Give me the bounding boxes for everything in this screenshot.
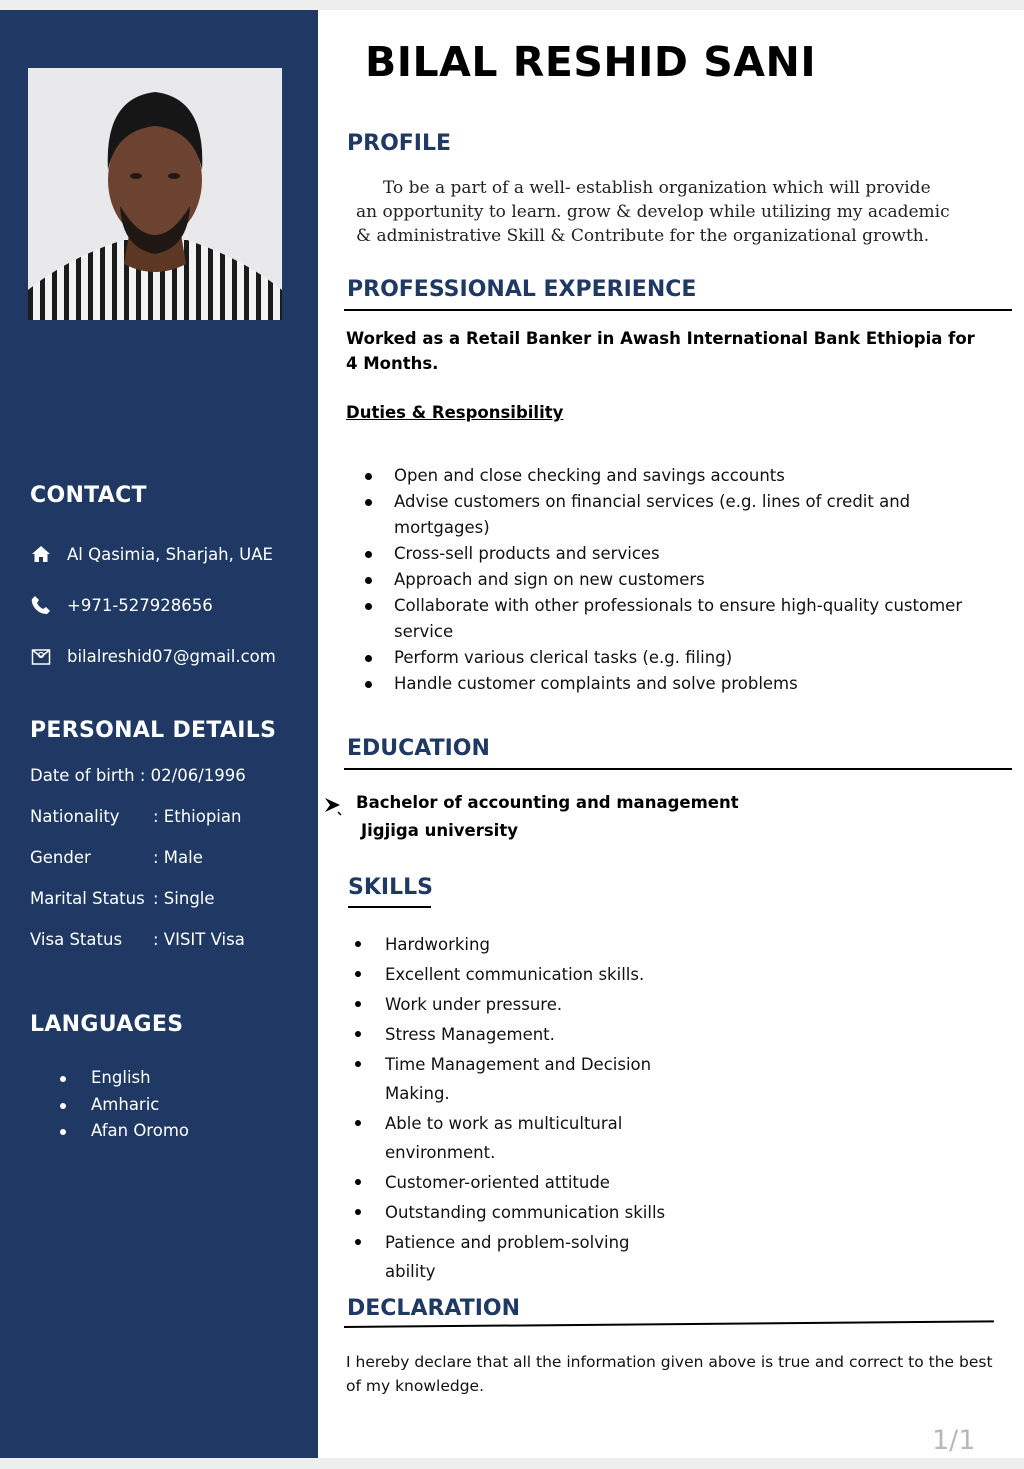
languages-list bbox=[60, 1065, 189, 1145]
job-role: Worked as a Retail Banker in Awash International Bank Ethiopia for 4 Months. bbox=[346, 329, 975, 373]
arrow-bullet-icon bbox=[324, 794, 342, 816]
dob-row bbox=[30, 766, 246, 785]
email-icon bbox=[30, 645, 52, 667]
skills-list bbox=[385, 930, 675, 1287]
duty-item: Handle customer complaints and solve problems bbox=[394, 671, 994, 697]
home-icon bbox=[30, 543, 52, 565]
language-item: English bbox=[60, 1065, 189, 1092]
dob-value: 02/06/1996 bbox=[150, 766, 246, 785]
languages-heading: LANGUAGES bbox=[30, 1012, 184, 1037]
visa-status-value: : VISIT Visa bbox=[153, 930, 245, 949]
contact-heading: CONTACT bbox=[30, 483, 147, 508]
candidate-name: BILAL RESHID SANI bbox=[365, 38, 817, 86]
marital-status-value: : Single bbox=[153, 889, 215, 908]
contact-email bbox=[30, 645, 276, 667]
skill-item: Outstanding communication skills bbox=[385, 1198, 675, 1227]
profile-photo bbox=[28, 68, 282, 320]
duty-item: Open and close checking and savings accounts bbox=[394, 463, 994, 489]
sidebar bbox=[0, 10, 318, 1458]
resume-page bbox=[0, 10, 1024, 1458]
email-text[interactable]: bilalreshid07@gmail.com bbox=[67, 646, 276, 666]
nationality-row bbox=[30, 807, 241, 826]
visa-status-label: Visa Status bbox=[30, 930, 123, 949]
duty-item: Perform various clerical tasks (e.g. filing) bbox=[394, 645, 994, 671]
education-divider bbox=[344, 768, 1012, 770]
duties-list bbox=[394, 463, 994, 697]
declaration-divider bbox=[344, 1320, 994, 1327]
skill-item: Patience and problem-solving ability bbox=[385, 1228, 675, 1286]
profile-heading: PROFILE bbox=[347, 131, 452, 156]
skills-underline bbox=[348, 906, 431, 908]
nationality-value: : Ethiopian bbox=[153, 807, 242, 826]
marital-status-label: Marital Status bbox=[30, 889, 145, 908]
degree-title: Bachelor of accounting and management bbox=[356, 793, 739, 812]
gender-row bbox=[30, 848, 203, 867]
skill-item: Hardworking bbox=[385, 930, 675, 959]
profile-text: To be a part of a well- establish organization which will provide an opportunity to learn. grow & develop while utilizing my academic & administrative Skill & Contribute for the organizational growth. bbox=[356, 178, 950, 246]
experience-divider bbox=[344, 309, 1012, 311]
address-text: Al Qasimia, Sharjah, UAE bbox=[67, 544, 273, 564]
education-heading: EDUCATION bbox=[347, 736, 490, 761]
nationality-label: Nationality bbox=[30, 807, 120, 826]
skill-item: Able to work as multicultural environment. bbox=[385, 1109, 675, 1167]
skill-item: Customer-oriented attitude bbox=[385, 1168, 675, 1197]
phone-icon bbox=[30, 594, 52, 616]
contact-address bbox=[30, 543, 273, 565]
gender-label: Gender bbox=[30, 848, 91, 867]
university-name: Jigjiga university bbox=[361, 821, 518, 840]
language-item: Afan Oromo bbox=[60, 1118, 189, 1145]
experience-heading: PROFESSIONAL EXPERIENCE bbox=[347, 277, 697, 302]
skill-item: Excellent communication skills. bbox=[385, 960, 675, 989]
skill-item: Time Management and Decision Making. bbox=[385, 1050, 675, 1108]
gender-value: : Male bbox=[153, 848, 203, 867]
declaration-heading: DECLARATION bbox=[347, 1296, 521, 1321]
skill-item: Stress Management. bbox=[385, 1020, 675, 1049]
page-indicator: 1/1 bbox=[932, 1425, 976, 1456]
contact-phone bbox=[30, 594, 213, 616]
marital-status-row bbox=[30, 889, 215, 908]
duties-heading: Duties & Responsibility bbox=[346, 403, 564, 422]
dob-label: Date of birth : bbox=[30, 766, 146, 785]
skill-item: Work under pressure. bbox=[385, 990, 675, 1019]
declaration-text: I hereby declare that all the information given above is true and correct to the best of my knowledge. bbox=[346, 1353, 993, 1395]
personal-details-heading: PERSONAL DETAILS bbox=[30, 718, 277, 743]
visa-status-row bbox=[30, 930, 245, 949]
phone-text[interactable]: +971-527928656 bbox=[67, 595, 213, 615]
duty-item: Advise customers on financial services (e.g. lines of credit and mortgages) bbox=[394, 489, 994, 541]
language-item: Amharic bbox=[60, 1092, 189, 1119]
duty-item: Collaborate with other professionals to ensure high-quality customer service bbox=[394, 593, 994, 645]
duty-item: Approach and sign on new customers bbox=[394, 567, 994, 593]
skills-heading: SKILLS bbox=[348, 875, 433, 900]
portrait-image bbox=[28, 68, 282, 320]
duty-item: Cross-sell products and services bbox=[394, 541, 994, 567]
